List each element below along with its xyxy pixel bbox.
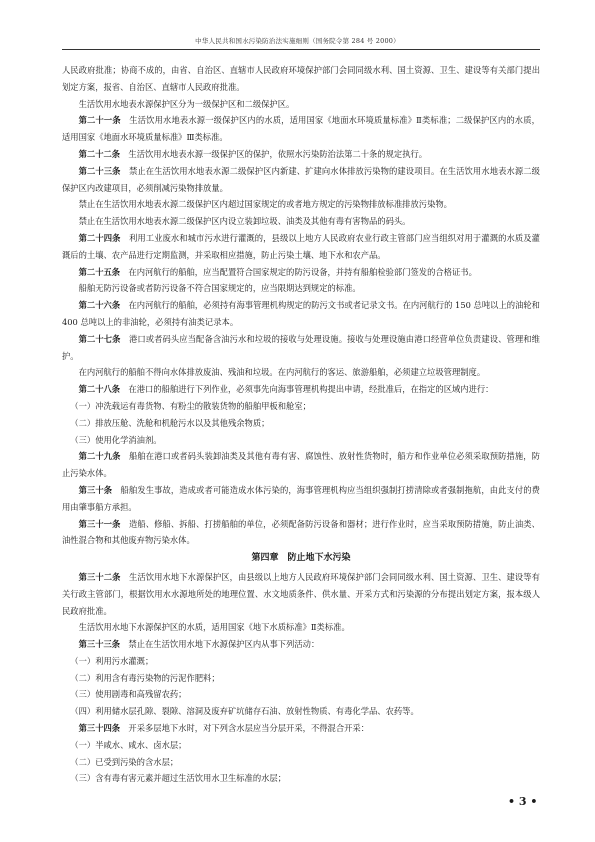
article-paragraph — [62, 636, 540, 653]
paragraph-text: 利用工业废水和城市污水进行灌溉的，县级以上地方人民政府农业行政主管部门应当组织对用于灌溉的水质及灌溉后的土壤、农产品进行定期监测，并采取相应措施，防止污染土壤、地下水和农产品。 — [62, 232, 540, 260]
paragraph — [62, 96, 540, 113]
article-paragraph — [62, 381, 540, 398]
article-label: 第二十三条 — [78, 165, 121, 176]
chapter-heading: 第四章 防止地下水污染 — [251, 553, 351, 564]
paragraph-text: （一）冲洗载运有毒货物、有粉尘的散装货物的船舶甲板和舱室； — [70, 400, 311, 411]
list-item — [62, 653, 540, 670]
paragraph — [62, 280, 540, 297]
article-paragraph — [62, 482, 540, 516]
paragraph-text: 生活饮用水地表水源保护区分为一级保护区和二级保护区。 — [78, 98, 295, 109]
article-label: 第二十七条 — [78, 333, 121, 344]
paragraph — [62, 619, 540, 636]
paragraph-text: （一）利用污水灌溉； — [70, 655, 154, 666]
paragraph — [62, 364, 540, 381]
paragraph — [62, 62, 540, 96]
article-label: 第二十九条 — [78, 451, 121, 462]
page-number: • 3 • — [508, 795, 538, 808]
paragraph-text: （三）含有毒有害元素并超过生活饮用水卫生标准的水层； — [70, 773, 287, 784]
paragraph-text: 生活饮用水地下水源保护区的水质，适用国家《地下水质标准》Ⅱ类标准。 — [78, 622, 350, 633]
paragraph-text: （三）使用剧毒和高残留农药； — [70, 689, 187, 700]
paragraph-text: 开采多层地下水时，对下列含水层应当分层开采，不得混合开采： — [128, 723, 370, 734]
paragraph-text: 船舶在港口或者码头装卸油类及其他有毒有害、腐蚀性、放射性货物时，船方和作业单位必须采取预防措施，防止污染水体。 — [62, 451, 540, 479]
article-label: 第三十条 — [78, 484, 113, 495]
article-label: 第二十二条 — [78, 148, 121, 159]
paragraph-text: 生活饮用水地表水源一级保护区的保护，依照水污染防治法第二十条的规定执行。 — [128, 148, 428, 159]
article-label: 第三十四条 — [78, 723, 121, 734]
paragraph-text: 在港口的船舶进行下列作业，必须事先向海事管理机构提出申请，经批准后，在指定的区域内进行： — [128, 384, 494, 395]
article-paragraph — [62, 112, 540, 146]
running-header: 中华人民共和国水污染防治法实施细则（国务院令第 284 号 2000） — [195, 37, 400, 45]
article-paragraph — [62, 569, 540, 619]
header-rule — [62, 49, 540, 50]
paragraph-text: 禁止在生活饮用水地表水源二级保护区内设立装卸垃圾、油类及其他有毒有害物品的码头。 — [78, 216, 411, 227]
paragraph-text: 生活饮用水地下水源保护区，由县级以上地方人民政府环境保护部门会同同级水利、国土资源、卫生、建设等有关行政主管部门，根据饮用水水源地所处的地理位置、水文地质条件、供水量、开采方式和污染源的分布提出划定方案，报本级人民政府批准。 — [62, 571, 540, 616]
paragraph-text: 在内河航行的船舶不得向水体排放废油、残油和垃圾。在内河航行的客运、旅游船舶，必须建立垃圾管理制度。 — [78, 367, 486, 378]
paragraph-text: （三）使用化学消油剂。 — [70, 434, 162, 445]
article-label: 第三十一条 — [78, 518, 121, 529]
paragraph-text: 造船、修船、拆船、打捞船舶的单位，必须配备防污设备和器材；进行作业时，应当采取预防措施，防止油类、油性混合物和其他废弃物污染水体。 — [62, 518, 540, 546]
paragraph-text: （四）利用储水层孔隙、裂隙、溶洞及废弃矿坑储存石油、放射性物质、有毒化学品、农药等。 — [70, 706, 419, 717]
section-part-2 — [62, 569, 540, 787]
list-item — [62, 770, 540, 787]
article-label: 第二十八条 — [78, 384, 121, 395]
list-item — [62, 432, 540, 449]
paragraph-text: 人民政府批准；协商不成的，由省、自治区、直辖市人民政府环境保护部门会同同级水利、国土资源、卫生、建设等有关部门提出划定方案，报省、自治区、直辖市人民政府批准。 — [62, 65, 540, 92]
paragraph-text: （二）排放压舱、洗舱和机舱污水以及其他残余物质； — [70, 417, 270, 428]
paragraph-text: 禁止在生活饮用水地表水源二级保护区内超过国家规定的或者地方规定的污染物排放标准排放污染物。 — [78, 199, 452, 210]
paragraph-text: 在内河航行的船舶，必须持有海事管理机构规定的防污文书或者记录文书。在内河航行的 150 总吨以上的油轮和 400 总吨以上的非油轮，必须持有油类记录本。 — [62, 300, 540, 327]
paragraph-text: 港口或者码头应当配备含油污水和垃圾的接收与处理设施。接收与处理设施由港口经营单位负责建设、管理和维护。 — [62, 333, 540, 361]
section-part-1 — [62, 62, 540, 549]
article-label: 第二十五条 — [78, 266, 121, 277]
article-paragraph — [62, 720, 540, 737]
list-item — [62, 703, 540, 720]
article-paragraph — [62, 516, 540, 550]
paragraph-text: 在内河航行的船舶，应当配置符合国家规定的防污设备，并持有船舶检验部门签发的合格证书。 — [128, 266, 477, 277]
paragraph-text: （二）利用含有毒污染物的污泥作肥料； — [70, 672, 220, 683]
list-item — [62, 686, 540, 703]
paragraph-text: （二）已受到污染的含水层； — [70, 756, 179, 767]
article-paragraph — [62, 163, 540, 197]
article-label: 第二十一条 — [78, 115, 121, 126]
paragraph-text: 禁止在生活饮用水地表水源二级保护区内新建、扩建向水体排放污染物的建设项目。在生活饮用水地表水源二级保护区内改建项目，必须削减污染物排放量。 — [62, 165, 540, 193]
article-label: 第二十六条 — [78, 300, 121, 311]
paragraph — [62, 213, 540, 230]
article-label: 第三十二条 — [78, 571, 121, 582]
article-label: 第二十四条 — [78, 232, 121, 243]
list-item — [62, 754, 540, 771]
article-paragraph — [62, 146, 540, 163]
article-paragraph — [62, 448, 540, 482]
list-item — [62, 398, 540, 415]
list-item — [62, 415, 540, 432]
paragraph-text: 禁止在生活饮用水地下水源保护区内从事下列活动： — [128, 639, 320, 650]
paragraph-text: 船舶发生事故，造成或者可能造成水体污染的，海事管理机构应当组织强制打捞清除或者强制拖航，由此支付的费用由肇事船方承担。 — [62, 484, 540, 512]
list-item — [62, 670, 540, 687]
paragraph-text: 生活饮用水地表水源一级保护区内的水质，适用国家《地面水环境质量标准》Ⅱ类标准；二级保护区内的水质，适用国家《地面水环境质量标准》Ⅲ类标准。 — [62, 115, 540, 143]
paragraph — [62, 196, 540, 213]
document-body — [62, 62, 540, 787]
article-paragraph — [62, 297, 540, 331]
article-paragraph — [62, 264, 540, 281]
list-item — [62, 737, 540, 754]
article-label: 第三十三条 — [78, 639, 121, 650]
paragraph-text: 船舶无防污设备或者防污设备不符合国家规定的，应当限期达到规定的标准。 — [78, 283, 361, 294]
paragraph-text: （一）半咸水、咸水、卤水层； — [70, 739, 187, 750]
article-paragraph — [62, 331, 540, 365]
article-paragraph — [62, 230, 540, 264]
